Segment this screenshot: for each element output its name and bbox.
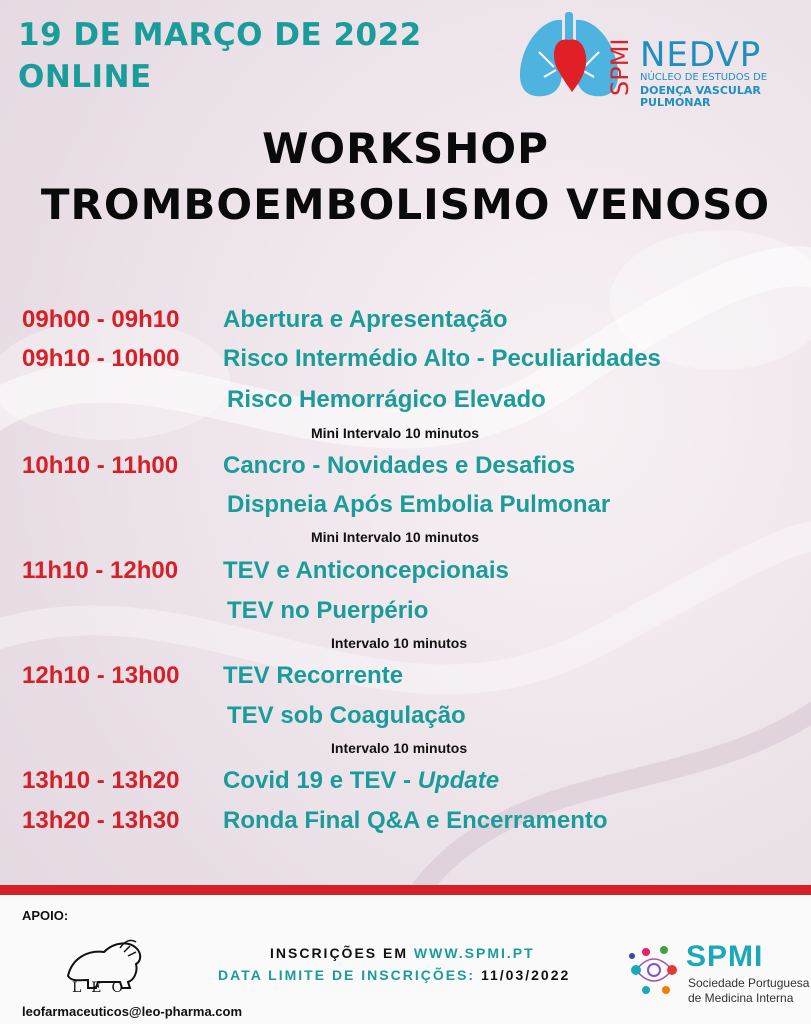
- registration-prefix: INSCRIÇÕES EM: [270, 945, 414, 961]
- program-time: 09h00 - 09h10: [22, 306, 180, 333]
- program-time: 13h20 - 13h30: [22, 807, 180, 834]
- program-topic: [223, 767, 499, 795]
- program-topic: TEV sob Coagulação: [227, 702, 466, 729]
- event-date: 19 DE MARÇO DE 2022: [18, 17, 422, 53]
- nedvp-logo: [514, 12, 804, 109]
- program-topic: Risco Hemorrágico Elevado: [227, 386, 546, 413]
- workshop-title-line1: WORKSHOP: [262, 124, 549, 173]
- workshop-title-line2: TROMBOEMBOLISMO VENOSO: [40, 180, 771, 229]
- spmi-acronym: SPMI: [686, 940, 764, 973]
- registration-url[interactable]: WWW.SPMI.PT: [413, 945, 535, 961]
- support-label: APOIO:: [22, 908, 69, 923]
- deadline-line: [218, 967, 570, 983]
- program-topic-text: Covid 19 e TEV -: [223, 767, 418, 794]
- spmi-name-line1: Sociedade Portuguesa: [688, 976, 810, 990]
- program-topic: Cancro - Novidades e Desafios: [223, 452, 576, 479]
- spmi-name-line2: de Medicina Interna: [688, 991, 794, 1005]
- event-mode: ONLINE: [18, 59, 152, 95]
- event-date-block: [18, 14, 422, 98]
- sponsor-email[interactable]: leofarmaceuticos@leo-pharma.com: [22, 1004, 243, 1019]
- program-time: 12h10 - 13h00: [22, 662, 180, 689]
- program-time: 09h10 - 10h00: [22, 345, 180, 372]
- program-break: Mini Intervalo 10 minutos: [311, 529, 480, 545]
- deadline-date: 11/03/2022: [475, 967, 571, 983]
- program-topic: Risco Intermédio Alto - Peculiaridades: [223, 345, 661, 372]
- program-time: 11h10 - 12h00: [22, 557, 179, 584]
- spmi-molecule-icon: [624, 940, 684, 1000]
- program-break: Intervalo 10 minutos: [331, 635, 468, 651]
- sponsor-name: LEO: [72, 980, 133, 996]
- program-break: Intervalo 10 minutos: [331, 740, 468, 756]
- program-time: 10h10 - 11h00: [22, 452, 179, 479]
- program-topic: TEV e Anticoncepcionais: [223, 557, 509, 584]
- program-topic: Dispneia Após Embolia Pulmonar: [227, 491, 611, 518]
- spmi-vertical-label: SPMI: [606, 38, 634, 96]
- program-topic: Abertura e Apresentação: [223, 306, 508, 333]
- nedvp-subtitle-2: DOENÇA VASCULAR PULMONAR: [640, 84, 761, 109]
- registration-line: [270, 945, 535, 961]
- deadline-label: DATA LIMITE DE INSCRIÇÕES:: [218, 967, 476, 983]
- program-topic: Ronda Final Q&A e Encerramento: [223, 807, 608, 834]
- nedvp-acronym: NEDVP: [640, 35, 762, 75]
- nedvp-subtitle-1: NÚCLEO DE ESTUDOS DE: [640, 72, 768, 83]
- program-break: Mini Intervalo 10 minutos: [311, 425, 480, 441]
- program-topic: TEV no Puerpério: [227, 597, 429, 624]
- program-topic: TEV Recorrente: [223, 662, 404, 689]
- program-time: 13h10 - 13h20: [22, 767, 180, 794]
- divider-bar: [0, 885, 811, 895]
- program-topic-italic: Update: [417, 767, 500, 794]
